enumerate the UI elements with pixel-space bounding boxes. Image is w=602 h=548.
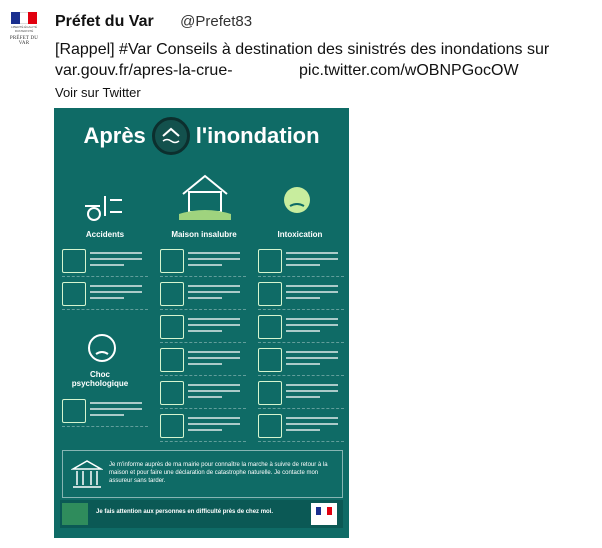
advice-cell: [258, 279, 344, 310]
choc-psychologique: Choc psychologique: [71, 370, 129, 388]
avatar-caption: PRÉFET DU VAR: [9, 36, 39, 46]
advice-text-line: [286, 429, 320, 431]
advice-icon: [258, 381, 282, 405]
advice-text-line: [286, 351, 338, 353]
tweet-image[interactable]: [54, 108, 349, 538]
advice-text-line: [286, 285, 338, 287]
advice-text-line: [286, 252, 338, 254]
advice-icon: [62, 282, 86, 306]
advice-text-line: [286, 291, 338, 293]
advice-text-line: [286, 330, 320, 332]
advice-text-line: [286, 297, 320, 299]
advice-cell: [258, 378, 344, 409]
poster-footer: [60, 500, 343, 528]
advice-icon: [160, 381, 184, 405]
advice-text-line: [188, 396, 222, 398]
advice-icon: [160, 414, 184, 438]
advice-icon: [258, 348, 282, 372]
author-name[interactable]: Préfet du Var: [55, 13, 154, 30]
advice-icon: [258, 282, 282, 306]
col-intoxication: Intoxication: [277, 230, 323, 239]
advice-text-line: [286, 363, 320, 365]
worried-face-icon: [86, 332, 118, 364]
tweet-pic-link[interactable]: pic.twitter.com/wOBNPGocOW: [299, 62, 519, 79]
advice-icon: [258, 414, 282, 438]
advice-text-line: [188, 318, 240, 320]
advice-text-line: [188, 291, 240, 293]
advice-text-line: [90, 297, 124, 299]
advice-icon: [160, 315, 184, 339]
avatar[interactable]: [6, 12, 42, 52]
advice-text-line: [188, 297, 222, 299]
advice-text-line: [188, 330, 222, 332]
partner-logo: [62, 503, 88, 525]
advice-text-line: [188, 417, 240, 419]
advice-text-line: [286, 264, 320, 266]
advice-text-line: [286, 324, 338, 326]
advice-cell: [160, 411, 246, 442]
advice-icon: [160, 348, 184, 372]
advice-text-line: [188, 324, 240, 326]
advice-text-line: [90, 291, 142, 293]
advice-text-line: [188, 258, 240, 260]
advice-text-line: [90, 264, 124, 266]
advice-icon: [258, 315, 282, 339]
advice-text-line: [286, 417, 338, 419]
poster-footer-text: Je fais attention aux personnes en difficulté près de chez moi.: [96, 509, 274, 515]
advice-cell: [62, 279, 148, 310]
advice-icon: [160, 282, 184, 306]
advice-text-line: [188, 429, 222, 431]
poster-title: [54, 118, 349, 154]
view-on-twitter-link[interactable]: Voir sur Twitter: [55, 85, 141, 100]
tweet-text: [55, 39, 595, 81]
advice-text-line: [188, 264, 222, 266]
advice-text-line: [188, 357, 240, 359]
advice-text-line: [286, 423, 338, 425]
house-wave-icon: [152, 117, 190, 155]
advice-icon: [160, 249, 184, 273]
advice-text-line: [286, 384, 338, 386]
advice-text-line: [90, 285, 142, 287]
advice-text-line: [90, 414, 124, 416]
tweet-header: [55, 13, 252, 31]
col-maison-insalubre: Maison insalubre: [171, 230, 237, 239]
author-handle[interactable]: @Prefet83: [180, 13, 253, 30]
advice-text-line: [286, 318, 338, 320]
ministry-logo: [311, 503, 337, 525]
col-accidents: Accidents: [85, 230, 125, 239]
advice-cell: [160, 279, 246, 310]
advice-cell: [160, 345, 246, 376]
advice-text-line: [286, 258, 338, 260]
advice-cell: [160, 312, 246, 343]
advice-icon: [62, 399, 86, 423]
advice-text-line: [188, 423, 240, 425]
poster-info-text: Je m'informe auprès de ma mairie pour connaître la marche à suivre de retour à la maison et pour faire une déclaration de catastrophe naturelle. Je contacte mon assureur sans tarder.: [109, 462, 328, 484]
advice-text-line: [286, 357, 338, 359]
advice-icon: [258, 249, 282, 273]
tweet-link[interactable]: var.gouv.fr/apres-la-crue-: [55, 62, 233, 79]
sick-face-icon: [280, 184, 314, 224]
advice-text-line: [188, 285, 240, 287]
avatar-motto: LIBERTÉ ÉGALITÉ FRATERNITÉ: [11, 25, 37, 33]
poster-title-right: l'inondation: [195, 123, 320, 148]
tweet-text-line1: [Rappel] #Var Conseils à destination des sinistrés des inondations sur: [55, 41, 550, 58]
advice-text-line: [286, 390, 338, 392]
plug-icon: [80, 188, 130, 224]
advice-text-line: [90, 258, 142, 260]
advice-cell: [160, 246, 246, 277]
advice-cell: [62, 396, 148, 427]
advice-cell: [258, 246, 344, 277]
advice-icon: [62, 249, 86, 273]
town-hall-icon: [71, 459, 103, 489]
french-flag-icon: [11, 12, 37, 24]
advice-text-line: [90, 402, 142, 404]
advice-text-line: [188, 252, 240, 254]
advice-text-line: [188, 384, 240, 386]
advice-text-line: [188, 363, 222, 365]
advice-cell: [62, 246, 148, 277]
advice-cell: [258, 411, 344, 442]
advice-cell: [258, 345, 344, 376]
advice-text-line: [90, 252, 142, 254]
advice-text-line: [188, 390, 240, 392]
house-icon: [179, 170, 231, 220]
advice-cell: [160, 378, 246, 409]
advice-text-line: [188, 351, 240, 353]
advice-text-line: [90, 408, 142, 410]
poster-title-left: Après: [83, 123, 146, 148]
advice-cell: [258, 312, 344, 343]
poster-info-box: [62, 450, 343, 498]
advice-text-line: [286, 396, 320, 398]
